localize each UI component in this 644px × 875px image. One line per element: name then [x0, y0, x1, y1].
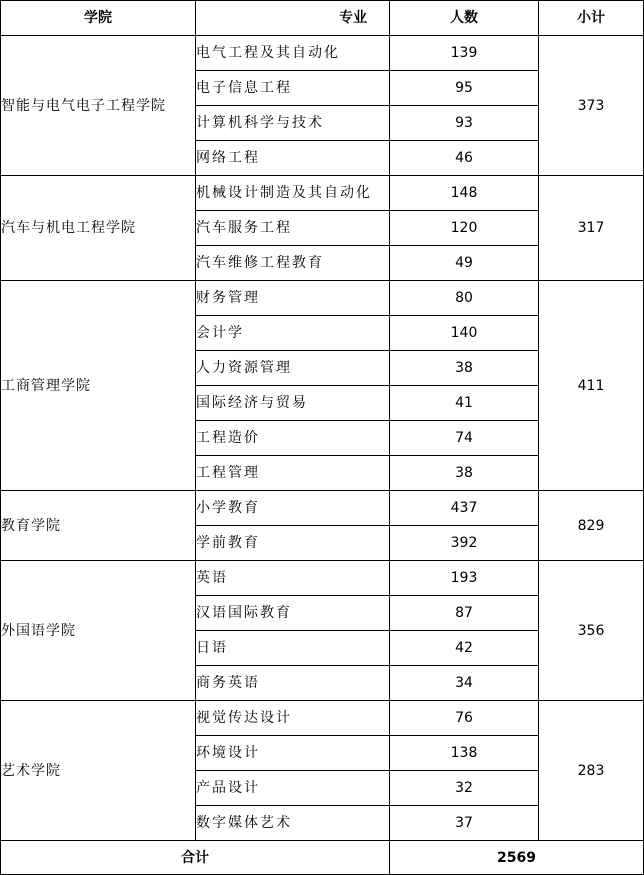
college-subtotal: 373	[539, 36, 644, 176]
major-name: 国际经济与贸易	[196, 386, 390, 421]
major-name: 汽车服务工程	[196, 211, 390, 246]
college-name: 工商管理学院	[1, 281, 196, 491]
major-name: 产品设计	[196, 771, 390, 806]
major-name: 汽车维修工程教育	[196, 246, 390, 281]
major-name: 学前教育	[196, 526, 390, 561]
major-name: 工程管理	[196, 456, 390, 491]
college-subtotal: 317	[539, 176, 644, 281]
table-row	[1, 176, 644, 211]
college-subtotal: 356	[539, 561, 644, 701]
major-count: 120	[390, 211, 539, 246]
college-name: 外国语学院	[1, 561, 196, 701]
total-label: 合计	[1, 841, 390, 875]
college-name: 汽车与机电工程学院	[1, 176, 196, 281]
major-count: 80	[390, 281, 539, 316]
major-name: 电气工程及其自动化	[196, 36, 390, 71]
table-row	[1, 701, 644, 736]
college-name: 教育学院	[1, 491, 196, 561]
major-name: 网络工程	[196, 141, 390, 176]
total-value: 2569	[390, 841, 644, 875]
major-name: 汉语国际教育	[196, 596, 390, 631]
major-count: 148	[390, 176, 539, 211]
major-count: 193	[390, 561, 539, 596]
major-name: 商务英语	[196, 666, 390, 701]
header-major: 专业	[196, 1, 390, 36]
major-name: 环境设计	[196, 736, 390, 771]
major-count: 95	[390, 71, 539, 106]
major-count: 140	[390, 316, 539, 351]
major-count: 76	[390, 701, 539, 736]
college-subtotal: 411	[539, 281, 644, 491]
major-name: 英语	[196, 561, 390, 596]
total-row	[1, 841, 644, 875]
header-count: 人数	[390, 1, 539, 36]
major-count: 138	[390, 736, 539, 771]
major-name: 数字媒体艺术	[196, 806, 390, 841]
header-subtotal: 小计	[539, 1, 644, 36]
college-name: 智能与电气电子工程学院	[1, 36, 196, 176]
table-row	[1, 491, 644, 526]
major-name: 日语	[196, 631, 390, 666]
major-count: 46	[390, 141, 539, 176]
major-count: 74	[390, 421, 539, 456]
major-name: 小学教育	[196, 491, 390, 526]
major-name: 计算机科学与技术	[196, 106, 390, 141]
major-count: 139	[390, 36, 539, 71]
major-count: 49	[390, 246, 539, 281]
major-count: 437	[390, 491, 539, 526]
major-name: 工程造价	[196, 421, 390, 456]
major-count: 34	[390, 666, 539, 701]
major-name: 人力资源管理	[196, 351, 390, 386]
major-name: 电子信息工程	[196, 71, 390, 106]
major-name: 会计学	[196, 316, 390, 351]
college-name: 艺术学院	[1, 701, 196, 841]
major-name: 机械设计制造及其自动化	[196, 176, 390, 211]
college-subtotal: 283	[539, 701, 644, 841]
major-count: 392	[390, 526, 539, 561]
table-row	[1, 281, 644, 316]
header-college: 学院	[1, 1, 196, 36]
table-body	[1, 36, 644, 841]
major-count: 93	[390, 106, 539, 141]
major-count: 42	[390, 631, 539, 666]
major-count: 87	[390, 596, 539, 631]
major-count: 41	[390, 386, 539, 421]
table-row	[1, 36, 644, 71]
major-count: 38	[390, 351, 539, 386]
header-row	[1, 1, 644, 36]
major-name: 视觉传达设计	[196, 701, 390, 736]
major-name: 财务管理	[196, 281, 390, 316]
major-count: 38	[390, 456, 539, 491]
table-row	[1, 561, 644, 596]
major-count: 37	[390, 806, 539, 841]
college-subtotal: 829	[539, 491, 644, 561]
major-count: 32	[390, 771, 539, 806]
